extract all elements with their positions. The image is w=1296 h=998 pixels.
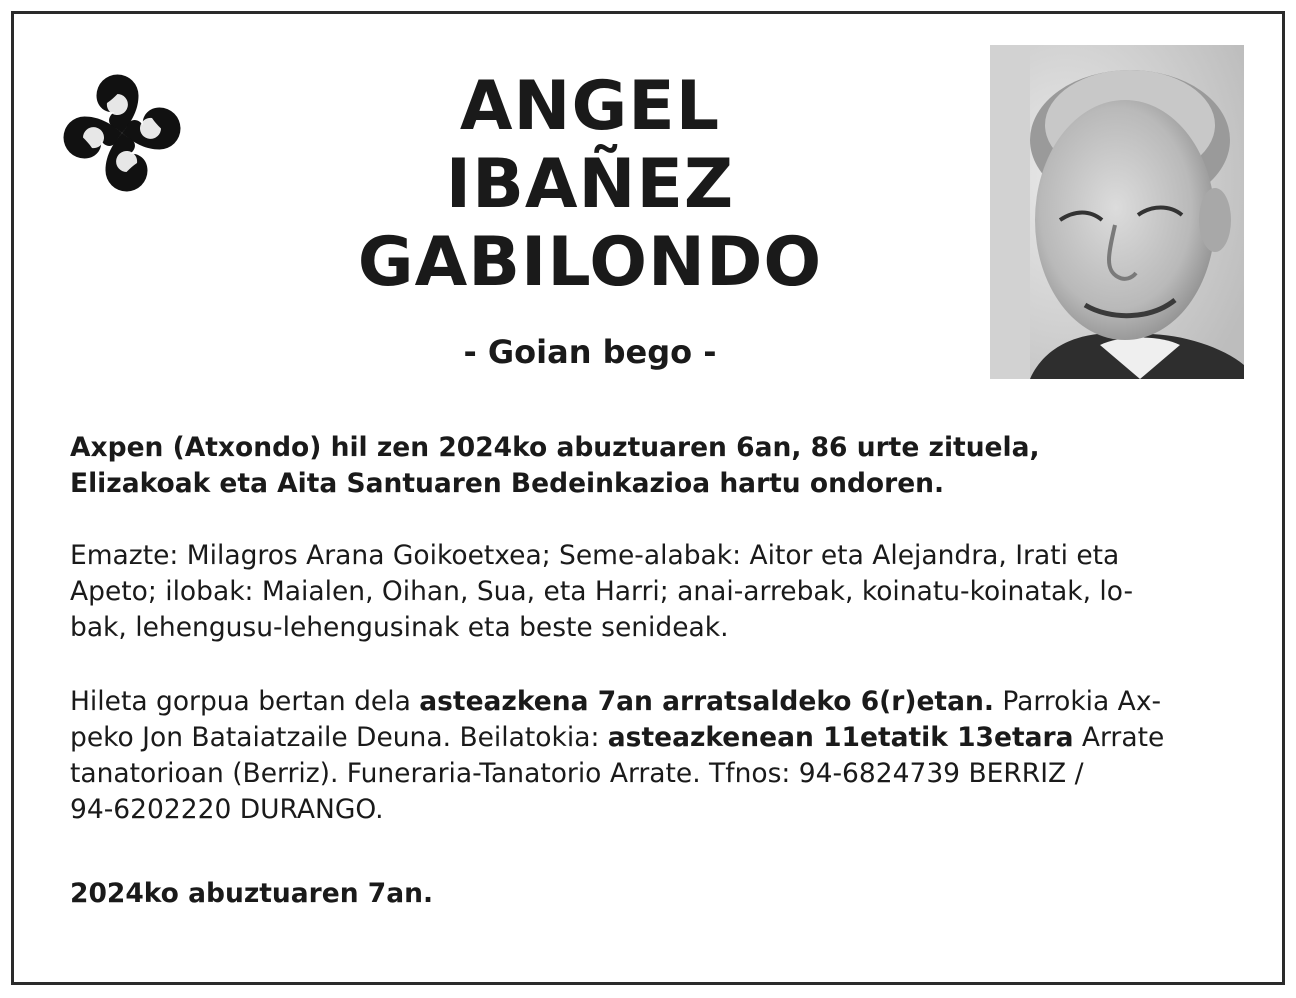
funeral-time: asteazkena 7an arratsaldeko 6(r)etan. xyxy=(419,686,994,717)
text-line: Elizakoak eta Aita Santuaren Bedeinkazioa hartu ondoren. xyxy=(70,468,945,499)
text-line: Apeto; ilobak: Maialen, Oihan, Sua, eta Harri; anai-arrebak, koinatu-koinatak, lo- xyxy=(70,576,1134,607)
funeral-details xyxy=(70,684,1230,828)
text-line: bak, lehengusu-lehengusinak eta beste senideak. xyxy=(70,612,729,643)
name-line-third: GABILONDO xyxy=(357,223,823,302)
death-announcement xyxy=(70,430,1230,502)
wake-time: asteazkenean 11etatik 13etara xyxy=(607,722,1074,753)
text-segment: Arrate xyxy=(1073,722,1165,753)
text-line: Emazte: Milagros Arana Goikoetxea; Seme-alabak: Aitor eta Alejandra, Irati eta xyxy=(70,540,1120,571)
lauburu-icon xyxy=(46,58,198,208)
text-line: Axpen (Atxondo) hil zen 2024ko abuztuaren 6an, 86 urte zituela, xyxy=(70,432,1040,463)
family-list xyxy=(70,538,1230,646)
portrait-photo xyxy=(990,45,1244,379)
farewell-text: - Goian bego - xyxy=(463,333,717,371)
text-segment: Hileta gorpua bertan dela xyxy=(70,686,420,717)
name-line-second: IBAÑEZ xyxy=(445,145,735,224)
text-line: tanatorioan (Berriz). Funeraria-Tanatorio Arrate. Tfnos: 94-6824739 BERRIZ / xyxy=(70,758,1084,789)
text-segment: peko Jon Bataiatzaile Deuna. Beilatokia: xyxy=(70,722,608,753)
text-line: 94-6202220 DURANGO. xyxy=(70,794,384,825)
publication-date: 2024ko abuztuaren 7an. xyxy=(70,878,434,909)
text-line xyxy=(70,720,1230,756)
deceased-name xyxy=(300,68,880,302)
name-line-first: ANGEL xyxy=(459,67,721,146)
text-line xyxy=(70,684,1230,720)
text-segment: Parrokia Ax- xyxy=(993,686,1162,717)
